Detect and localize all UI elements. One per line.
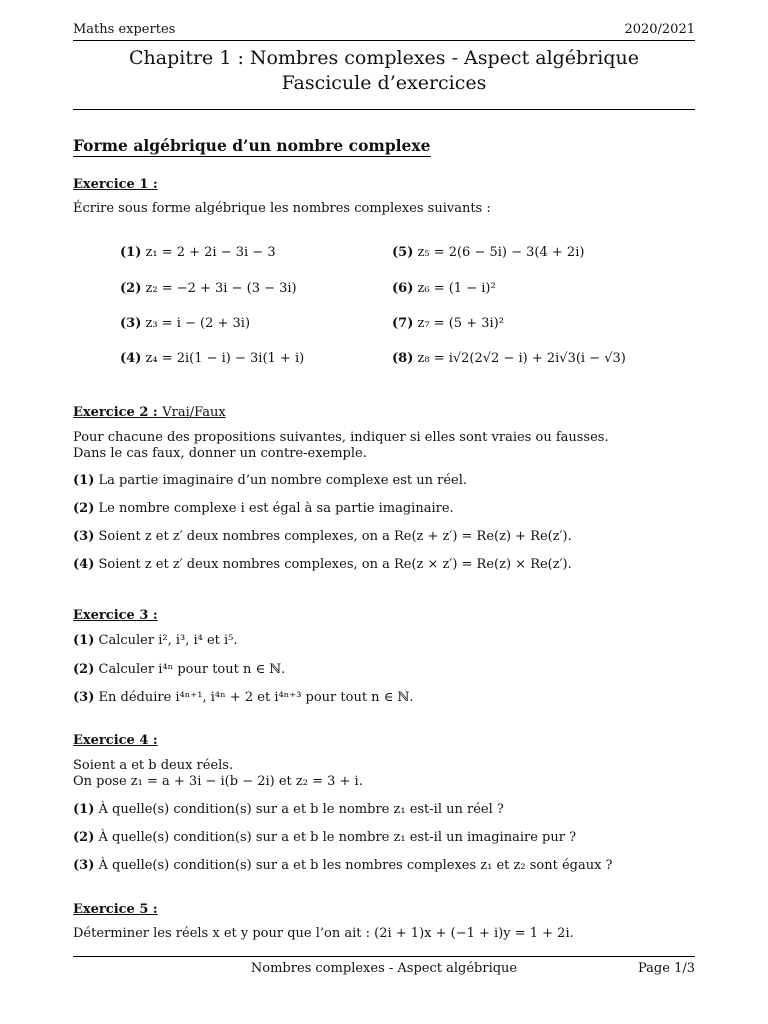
item-expression: z₆ = (1 − i)²: [417, 281, 496, 296]
exercise-3-item-1: [73, 633, 238, 649]
exercise-4-intro-1: Soient a et b deux réels.: [73, 758, 234, 773]
exercise-1-item-2: [120, 281, 297, 297]
item-expression: z₃ = i − (2 + 3i): [145, 316, 251, 331]
item-text: Calculer i², i³, i⁴ et i⁵.: [98, 633, 238, 648]
footer-rule: [73, 956, 695, 957]
exercise-2-subtitle: Vrai/Faux: [162, 405, 226, 420]
item-number: (3): [73, 690, 95, 705]
item-number: (2): [73, 662, 95, 677]
item-number: (6): [392, 281, 414, 296]
document-title: [73, 46, 695, 96]
item-number: (4): [120, 351, 142, 366]
item-text: En déduire i⁴ⁿ⁺¹, i⁴ⁿ + 2 et i⁴ⁿ⁺³ pour tout n ∈ ℕ.: [98, 690, 414, 705]
exercise-1-item-4: [120, 351, 304, 367]
item-text: À quelle(s) condition(s) sur a et b le nombre z₁ est-il un imaginaire pur ?: [98, 830, 577, 845]
footer-title: Nombres complexes - Aspect algébrique: [250, 961, 518, 976]
exercise-1-item-5: [392, 245, 584, 261]
item-number: (1): [73, 633, 95, 648]
item-number: (8): [392, 351, 414, 366]
title-rule: [73, 109, 695, 110]
title-line-1: Chapitre 1 : Nombres complexes - Aspect algébrique: [128, 47, 640, 69]
item-text: Calculer i⁴ⁿ pour tout n ∈ ℕ.: [98, 662, 286, 677]
exercise-1-item-3: [120, 316, 250, 332]
item-expression: z₈ = i√2(2√2 − i) + 2i√3(i − √3): [417, 351, 626, 366]
item-text: Soient z et z′ deux nombres complexes, on a Re(z + z′) = Re(z) + Re(z′).: [98, 529, 572, 544]
item-number: (1): [73, 473, 95, 488]
item-text: À quelle(s) condition(s) sur a et b le nombre z₁ est-il un réel ?: [98, 802, 504, 817]
item-expression: z₂ = −2 + 3i − (3 − 3i): [145, 281, 297, 296]
exercise-2-item-4: [73, 557, 572, 573]
page-footer: [73, 961, 695, 979]
item-number: (1): [120, 245, 142, 260]
exercise-5-text: Déterminer les réels x et y pour que l’on ait : (2i + 1)x + (−1 + i)y = 1 + 2i.: [73, 926, 574, 941]
exercise-1-item-6: [392, 281, 496, 297]
exercise-2-label: Exercice 2 :: [73, 405, 158, 420]
item-text: Le nombre complexe i est égal à sa partie imaginaire.: [98, 501, 454, 516]
exercise-4-item-2: [73, 830, 576, 846]
exercise-2-title: [73, 405, 226, 420]
item-number: (3): [120, 316, 142, 331]
item-text: La partie imaginaire d’un nombre complexe est un réel.: [98, 473, 468, 488]
exercise-1-intro: Écrire sous forme algébrique les nombres complexes suivants :: [73, 201, 491, 216]
exercise-2-item-2: [73, 501, 454, 517]
section-heading: Forme algébrique d’un nombre complexe: [73, 136, 431, 155]
exercise-2-item-3: [73, 529, 572, 545]
exercise-4-intro-2: On pose z₁ = a + 3i − i(b − 2i) et z₂ = 3 + i.: [73, 774, 363, 789]
item-number: (4): [73, 557, 95, 572]
item-text: À quelle(s) condition(s) sur a et b les nombres complexes z₁ et z₂ sont égaux ?: [98, 858, 613, 873]
item-number: (1): [73, 802, 95, 817]
item-expression: z₄ = 2i(1 − i) − 3i(1 + i): [145, 351, 305, 366]
exercise-3-item-3: [73, 690, 413, 706]
item-number: (3): [73, 529, 95, 544]
exercise-5-title: Exercice 5 :: [73, 902, 158, 917]
exercise-2-intro-2: Dans le cas faux, donner un contre-exemple.: [73, 446, 367, 461]
exercise-2-item-1: [73, 473, 467, 489]
item-number: (2): [73, 830, 95, 845]
exercise-2-intro-1: Pour chacune des propositions suivantes, indiquer si elles sont vraies ou fausses.: [73, 430, 609, 445]
title-line-2: Fascicule d’exercices: [281, 72, 487, 94]
exercise-1-item-7: [392, 316, 504, 332]
exercise-3-item-2: [73, 662, 285, 678]
item-expression: z₇ = (5 + 3i)²: [417, 316, 504, 331]
item-number: (5): [392, 245, 414, 260]
item-text: Soient z et z′ deux nombres complexes, on a Re(z × z′) = Re(z) × Re(z′).: [98, 557, 572, 572]
item-number: (3): [73, 858, 95, 873]
item-number: (7): [392, 316, 414, 331]
item-expression: z₅ = 2(6 − 5i) − 3(4 + 2i): [417, 245, 585, 260]
page-header: [73, 22, 695, 40]
exercise-4-title: Exercice 4 :: [73, 733, 158, 748]
item-number: (2): [120, 281, 142, 296]
header-rule: [73, 40, 695, 41]
exercise-1-item-1: [120, 245, 276, 261]
header-course: Maths expertes: [73, 22, 176, 37]
header-year: 2020/2021: [624, 22, 695, 37]
page-number: Page 1/3: [638, 961, 695, 976]
exercise-1-item-8: [392, 351, 626, 367]
item-number: (2): [73, 501, 95, 516]
exercise-1-title: Exercice 1 :: [73, 177, 158, 192]
exercise-3-title: Exercice 3 :: [73, 608, 158, 623]
exercise-4-item-3: [73, 858, 613, 874]
item-expression: z₁ = 2 + 2i − 3i − 3: [145, 245, 276, 260]
exercise-4-item-1: [73, 802, 504, 818]
